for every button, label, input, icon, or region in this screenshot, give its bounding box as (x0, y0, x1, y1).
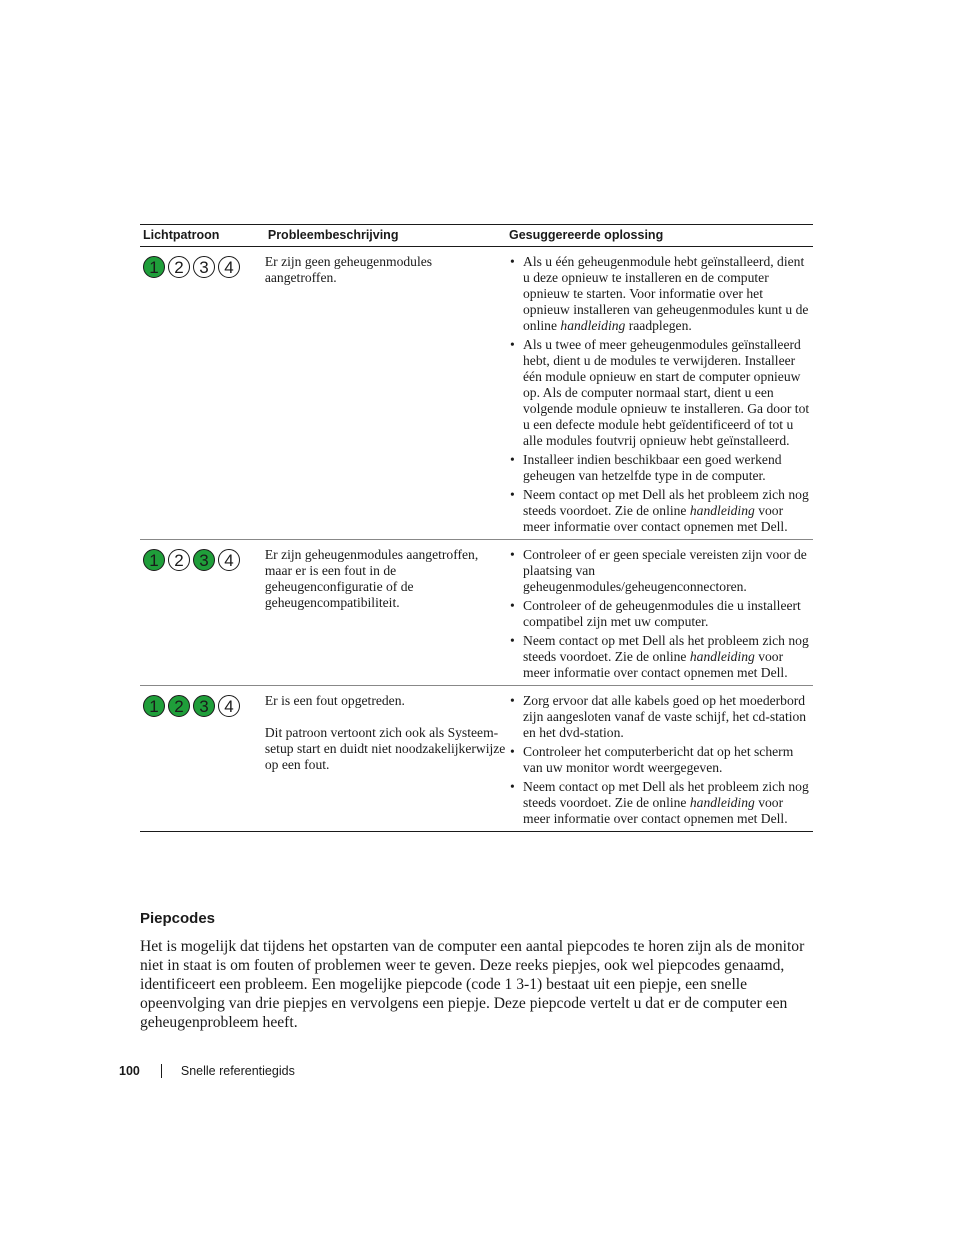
solution-list (506, 693, 813, 827)
diagnostic-light-4-off: 4 (218, 695, 240, 717)
diagnostic-light-1-on: 1 (143, 695, 165, 717)
footer-divider (161, 1064, 162, 1078)
problem-description: Er zijn geheugenmodules aangetroffen, maar er is een fout in de geheugenconfiguratie of de geheugencompatibiliteit. (264, 547, 479, 610)
page-number: 100 (119, 1064, 140, 1078)
manual-reference: handleiding (689, 649, 755, 664)
solution-text: Zorg ervoor dat alle kabels goed op het moederbord zijn aangesloten vanaf de vaste schijf, het cd-station en het dvd-station. (523, 693, 807, 740)
section-body-text: Het is mogelijk dat tijdens het opstarten van de computer een aantal piepcodes te horen zijn als de monitor niet in staat is om fouten of problemen weer te geven. Deze reeks piepjes, ook wel piepcodes genaamd, identificeert een probleem. Een mogelijke piepcode (code 1 3-1) bestaat uit een piepje, een snelle opeenvolging van drie piepjes en vervolgens een piepje. Deze piepcode vertelt u dat er de computer een geheugenprobleem heeft. (140, 938, 805, 1031)
diagnostic-light-1-on: 1 (143, 256, 165, 278)
solution-text: Als u twee of meer geheugenmodules geïnstalleerd hebt, dient u de modules te verwijderen. Installeer één module opnieuw en start de computer opnieuw op. Als de computer normaal start, dient u een volgende module opnieuw te installeren. Ga door tot u een defecte module hebt geïdentificeerd of tot u alle modules foutvrij opnieuw hebt geïnstalleerd. (523, 337, 810, 448)
table-header-row (140, 225, 813, 247)
solution-text: Als u één geheugenmodule hebt geïnstalleerd, dient u deze opnieuw te installeren en de computer opnieuw te starten. Voor informatie over het opnieuw installeren van geheugenmodules kunt u de online (523, 254, 809, 333)
diagnostic-light-3-off: 3 (193, 256, 215, 278)
problem-description: Er zijn geen geheugenmodules aangetroffen. (264, 254, 433, 285)
solution-text-continued: voor meer informatie over contact opnemen met Dell. (523, 649, 788, 680)
solution-item (506, 598, 813, 630)
problem-description-cell (265, 686, 506, 832)
suggested-solution-cell (506, 686, 813, 832)
solution-item (506, 693, 813, 741)
solution-list (506, 547, 813, 681)
solution-text: Installeer indien beschikbaar een goed werkend geheugen van hetzelfde type in de computer. (523, 452, 782, 483)
solution-text: Controleer of er geen speciale vereisten zijn voor de plaatsing van geheugenmodules/geheugenconnectoren. (523, 547, 807, 594)
problem-description-cell (265, 247, 506, 540)
light-pattern-cell (140, 540, 265, 686)
table-row (140, 686, 813, 832)
suggested-solution-cell (506, 540, 813, 686)
table-row (140, 247, 813, 540)
page-footer (119, 1062, 295, 1080)
manual-reference: handleiding (689, 503, 755, 518)
header-oplossing: Gesuggereerde oplossing (506, 225, 813, 247)
solution-item (506, 452, 813, 484)
problem-description: Er is een fout opgetreden. (264, 693, 405, 708)
solution-item (506, 487, 813, 535)
header-probleembeschrijving: Probleembeschrijving (265, 225, 506, 247)
solution-text: Neem contact op met Dell als het probleem zich nog steeds voordoet. Zie de online (523, 487, 809, 518)
diagnostic-light-1-on: 1 (143, 549, 165, 571)
solution-text-continued: voor meer informatie over contact opnemen met Dell. (523, 503, 788, 534)
diagnostic-light-4-off: 4 (218, 256, 240, 278)
section-heading-piepcodes: Piepcodes (140, 910, 216, 927)
solution-item (506, 779, 813, 827)
light-pattern-cell (140, 247, 265, 540)
diagnostic-light-2-off: 2 (168, 256, 190, 278)
footer-title: Snelle referentiegids (180, 1064, 295, 1078)
solution-text-continued: voor meer informatie over contact opnemen met Dell. (523, 795, 788, 826)
header-lichtpatroon: Lichtpatroon (140, 225, 265, 247)
manual-reference: handleiding (560, 318, 626, 333)
diagnostic-light-2-on: 2 (168, 695, 190, 717)
solution-item (506, 254, 813, 334)
solution-item (506, 337, 813, 449)
diagnostic-lights (143, 549, 265, 571)
table-row (140, 540, 813, 686)
solution-text: Controleer het computerbericht dat op het scherm van uw monitor wordt weergegeven. (523, 744, 794, 775)
problem-description: Dit patroon vertoont zich ook als Systeem-setup start en duidt niet noodzakelijkerwijze op een fout. (264, 725, 506, 772)
solution-text: Neem contact op met Dell als het probleem zich nog steeds voordoet. Zie de online (523, 633, 809, 664)
solution-item (506, 744, 813, 776)
solution-item (506, 547, 813, 595)
table-body (140, 247, 813, 832)
manual-reference: handleiding (689, 795, 755, 810)
solution-text-continued: raadplegen. (625, 318, 692, 333)
solution-text: Neem contact op met Dell als het probleem zich nog steeds voordoet. Zie de online (523, 779, 809, 810)
solution-text: Controleer of de geheugenmodules die u installeert compatibel zijn met uw computer. (523, 598, 801, 629)
diagnostic-light-3-on: 3 (193, 695, 215, 717)
diagnostic-light-4-off: 4 (218, 549, 240, 571)
diagnostic-light-3-on: 3 (193, 549, 215, 571)
solution-item (506, 633, 813, 681)
problem-description-cell (265, 540, 506, 686)
solution-list (506, 254, 813, 535)
diagnostic-lights (143, 256, 265, 278)
light-pattern-cell (140, 686, 265, 832)
diagnostic-light-2-off: 2 (168, 549, 190, 571)
diagnostic-lights-table (140, 224, 813, 832)
diagnostic-lights (143, 695, 265, 717)
suggested-solution-cell (506, 247, 813, 540)
